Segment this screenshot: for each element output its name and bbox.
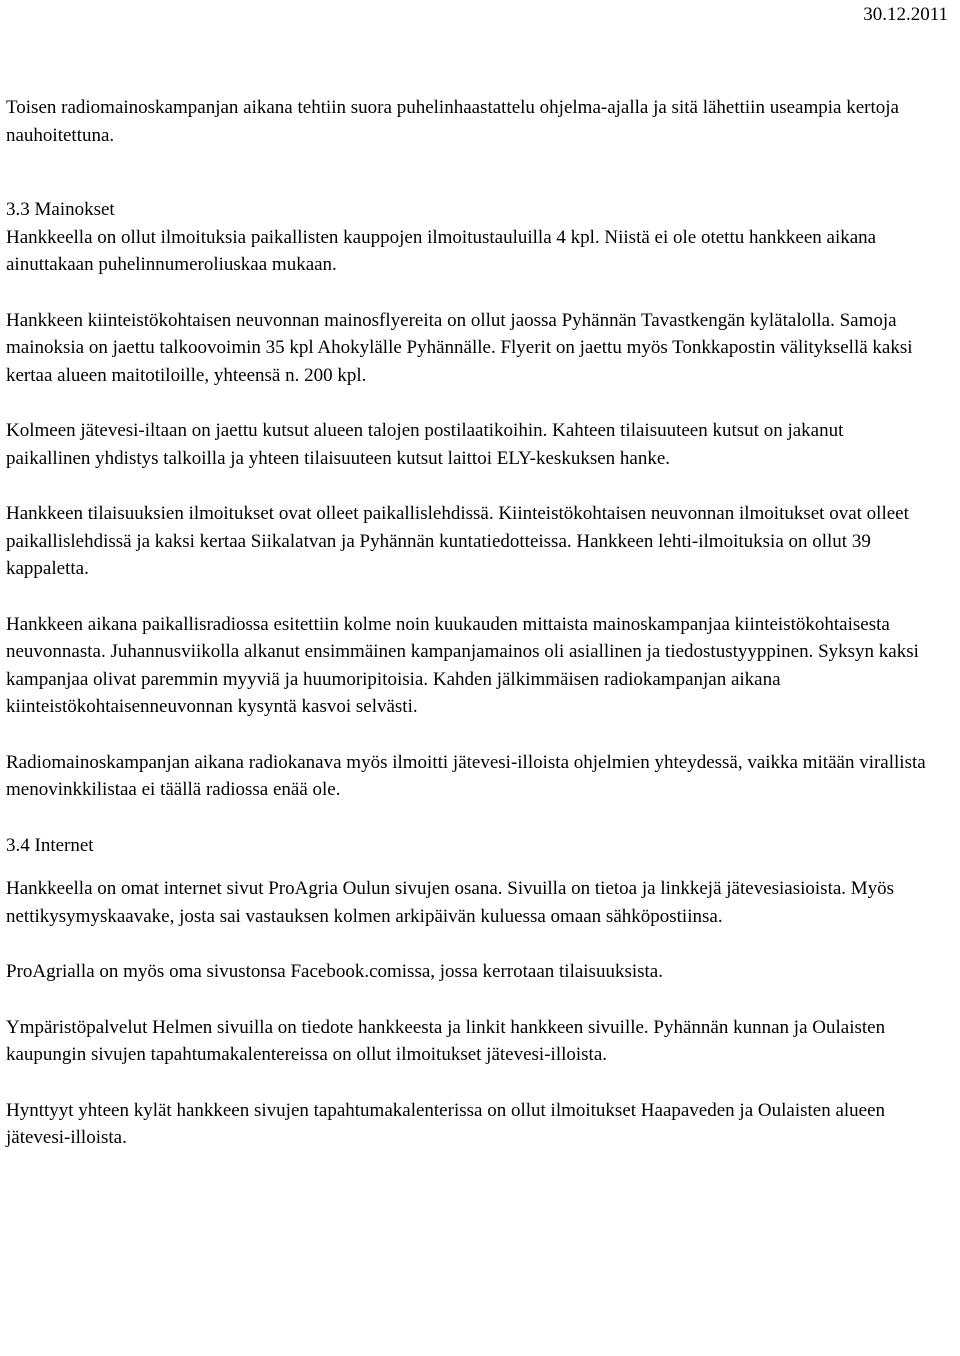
paragraph-invitations: Kolmeen jätevesi-iltaan on jaettu kutsut alueen talojen postilaatikoihin. Kahteen tilaisuuteen kutsut on jakanut paikallinen yhdistys talkoilla ja yhteen tilaisuuteen kutsut laittoi ELY-keskuksen hanke. bbox=[6, 420, 844, 469]
paragraph-store-notices: Hankkeella on ollut ilmoituksia paikallisten kauppojen ilmoitustauluilla 4 kpl. Niistä ei ole otettu hankkeen aikana ainuttakaan puhelinnumeroliuskaa mukaan. bbox=[6, 226, 877, 275]
document-body bbox=[6, 94, 931, 1180]
paragraph-radio-campaigns: Hankkeen aikana paikallisradiossa esitettiin kolme noin kuukauden mittaista mainoskampanjaa kiinteistökohtaisesta neuvonnasta. Juhannusviikolla alkanut ensimmäinen kampanjamainos oli asiallinen ja tiedostustyyppinen. Syksyn kaksi kampanjaa olivat paremmin myyviä ja huumoripitoisia. Kahden jälkimmäisen radiokampanjan aikana kiinteistökohtaisenneuvonnan kysyntä kasvoi selvästi. bbox=[6, 613, 919, 717]
paragraph-flyers: Hankkeen kiinteistökohtaisen neuvonnan mainosflyereita on ollut jaossa Pyhännän Tavastkengän kylätalolla. Samoja mainoksia on jaettu talkoovoimin 35 kpl Ahokylälle Pyhännälle. Flyerit on jaettu myös Tonkkapostin välityksellä kaksi kertaa alueen maitotiloille, yhteensä n. 200 kpl. bbox=[6, 309, 913, 386]
paragraph-radio-announcements: Radiomainoskampanjan aikana radiokanava myös ilmoitti jätevesi-illoista ohjelmien yhteydessä, vaikka mitään virallista menovinkkilistaa ei täällä radiossa enää ole. bbox=[6, 751, 926, 800]
paragraph-facebook: ProAgrialla on myös oma sivustonsa Facebook.comissa, jossa kerrotaan tilaisuuksista. bbox=[6, 961, 663, 982]
section-heading-internet: 3.4 Internet bbox=[6, 834, 94, 856]
section-heading-mainokset: 3.3 Mainokset bbox=[6, 199, 115, 220]
paragraph-radio-interview: Toisen radiomainoskampanjan aikana tehtiin suora puhelinhaastattelu ohjelma-ajalla ja sitä lähettiin useampia kertoja nauhoitettuna. bbox=[6, 97, 899, 146]
paragraph-helmi-pages: Ympäristöpalvelut Helmen sivuilla on tiedote hankkeesta ja linkit hankkeen sivuille. Pyhännän kunnan ja Oulaisten kaupungin sivujen tapahtumakalentereissa on ollut ilmoitukset jätevesi-illoista. bbox=[6, 1016, 886, 1065]
paragraph-hynttyyt-calendar: Hynttyyt yhteen kylät hankkeen sivujen tapahtumakalenterissa on ollut ilmoitukset Haapaveden ja Oulaisten alueen jätevesi-illoista. bbox=[6, 1099, 886, 1148]
page-date: 30.12.2011 bbox=[863, 4, 948, 25]
paragraph-website: Hankkeella on omat internet sivut ProAgria Oulun sivujen osana. Sivuilla on tietoa ja linkkejä jätevesiasioista. Myös nettikysymyskaavake, josta sai vastauksen kolmen arkipäivän kuluessa omaan sähköpostiinsa. bbox=[6, 878, 895, 927]
paragraph-newspaper-ads: Hankkeen tilaisuuksien ilmoitukset ovat olleet paikallislehdissä. Kiinteistökohtaisen neuvonnan ilmoitukset ovat olleet paikallislehdissä ja kaksi kertaa Siikalatvan ja Pyhännän kuntatiedotteissa. Hankkeen lehti-ilmoituksia on ollut 39 kappaletta. bbox=[6, 503, 909, 579]
